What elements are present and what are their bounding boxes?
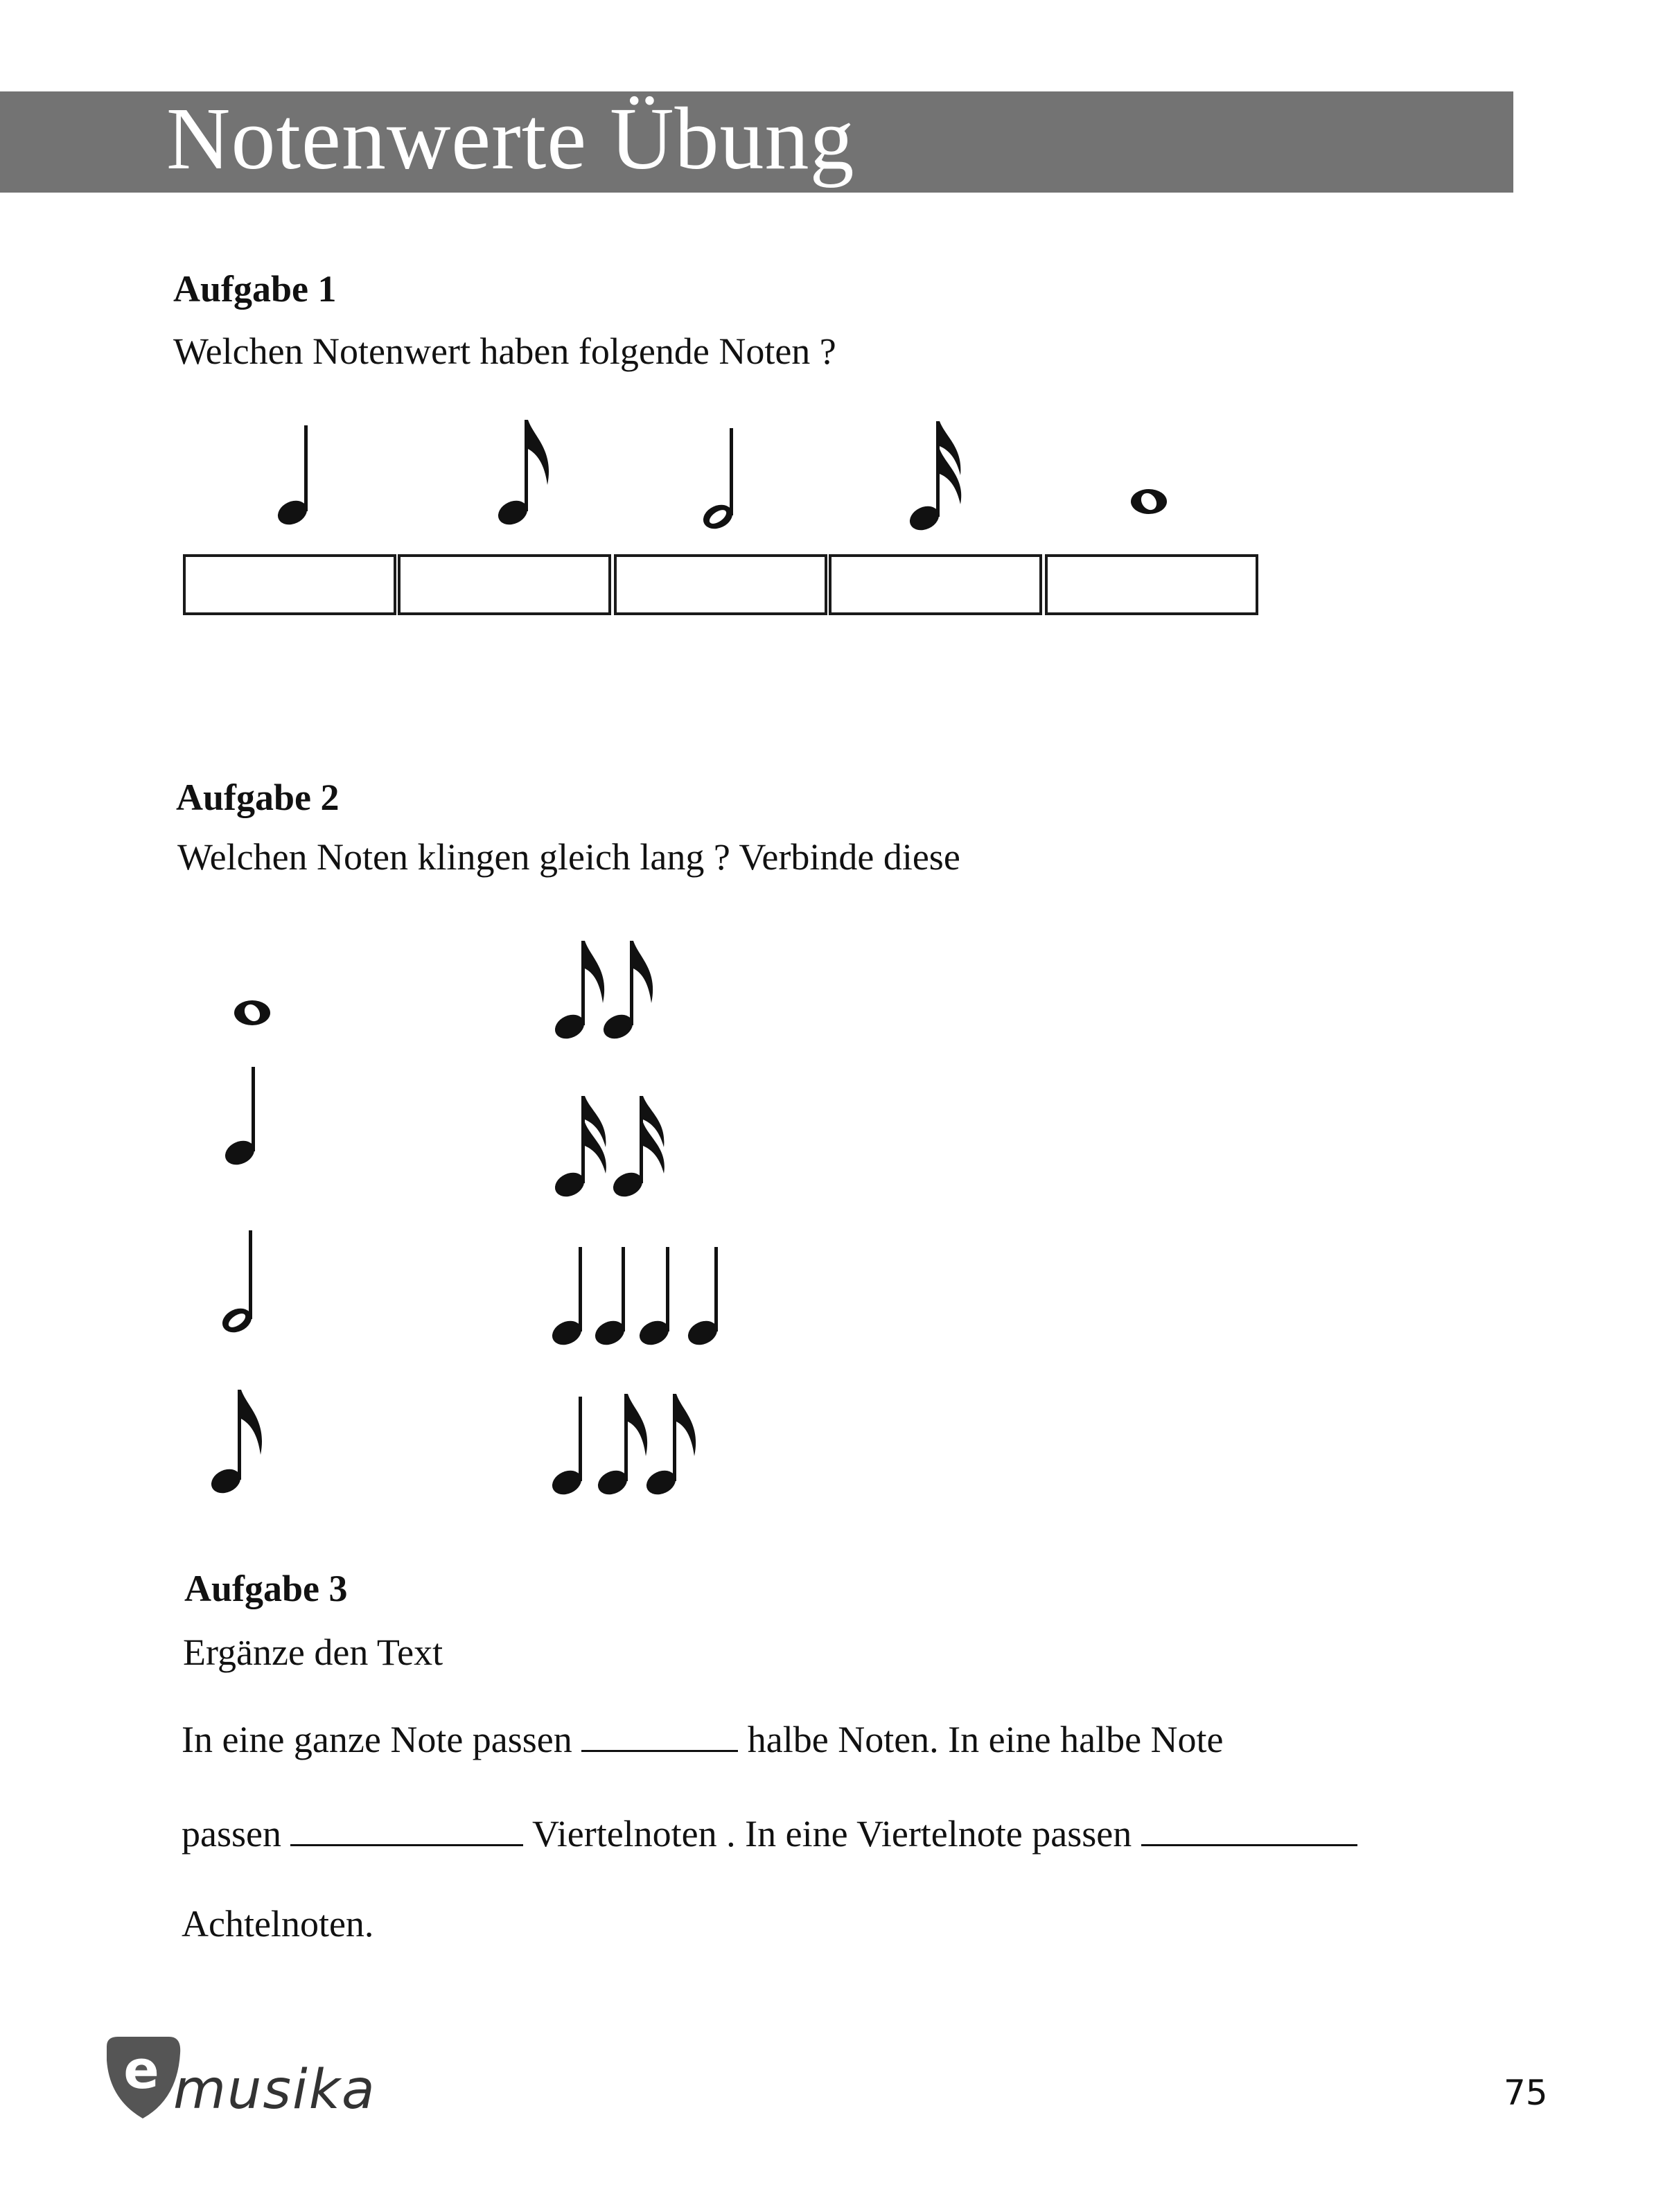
task2-right-row3-quarter-notes-icon bbox=[548, 1247, 721, 1350]
task3-line1-end: halbe Noten. In eine halbe Note bbox=[747, 1719, 1224, 1760]
task1-heading: Aufgabe 1 bbox=[173, 268, 337, 310]
task3-line2-mid: Viertelnoten . In eine Viertelnote passen bbox=[532, 1813, 1132, 1855]
task3-line-3: Achtelnoten. bbox=[182, 1903, 374, 1945]
task1-half-note-icon bbox=[699, 428, 736, 533]
blank-3[interactable] bbox=[1141, 1808, 1357, 1846]
task3-line-2 bbox=[182, 1808, 1357, 1855]
logo-letter: e bbox=[123, 2039, 159, 2100]
task2-right-row1-eighth-notes-icon bbox=[551, 941, 653, 1043]
task3-line1-start: In eine ganze Note passen bbox=[182, 1719, 572, 1760]
task2-left-whole-note-icon bbox=[234, 1000, 270, 1025]
task3-heading: Aufgabe 3 bbox=[184, 1568, 348, 1609]
task2-heading: Aufgabe 2 bbox=[176, 777, 340, 818]
task2-right-row2-sixteenth-notes-icon bbox=[551, 1096, 665, 1201]
task2-prompt: Welchen Noten klingen gleich lang ? Verbinde diese bbox=[177, 836, 960, 878]
task3-line-1 bbox=[182, 1714, 1224, 1761]
task1-sixteenth-note-icon bbox=[906, 421, 961, 535]
task1-whole-note-icon bbox=[1131, 489, 1167, 514]
task2-left-quarter-note-icon bbox=[221, 1067, 258, 1169]
task1-quarter-note-icon bbox=[274, 425, 310, 529]
task2-right-row4-mixed-notes-icon bbox=[548, 1394, 696, 1499]
task1-prompt: Welchen Notenwert haben folgende Noten ? bbox=[173, 330, 836, 372]
logo-word: musika bbox=[173, 2059, 376, 2121]
task3-prompt: Ergänze den Text bbox=[183, 1631, 443, 1673]
task2-left-half-note-icon bbox=[218, 1230, 255, 1337]
page-title: Notenwerte Übung bbox=[166, 89, 855, 188]
task2-left-eighth-note-icon bbox=[207, 1390, 262, 1498]
task1-eighth-note-icon bbox=[494, 420, 549, 529]
blank-2[interactable] bbox=[290, 1808, 523, 1846]
blank-1[interactable] bbox=[581, 1714, 738, 1752]
page-number: 75 bbox=[1504, 2073, 1548, 2113]
task3-line2-start: passen bbox=[182, 1813, 281, 1855]
